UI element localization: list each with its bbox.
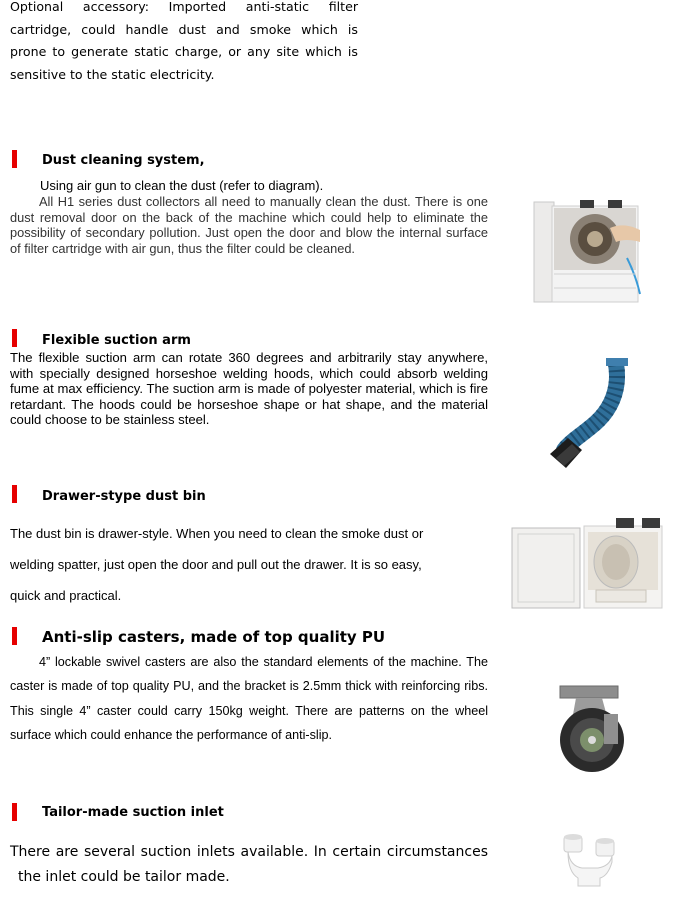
body-line-2: the inlet could be tailor made. <box>18 869 230 885</box>
accent-bar <box>12 485 17 503</box>
section-title: Drawer-stype dust bin <box>42 489 206 504</box>
accent-bar <box>12 329 17 347</box>
caster-photo <box>548 684 630 780</box>
section-body: The flexible suction arm can rotate 360 degrees and arbitrarily stay anywhere, with specially designed horseshoe welding hoods, which could absorb welding fume at max efficiency. The suction arm is made of polyester material, which is fire retardant. The hoods could be horseshoe shape or hat shape, and the material could choose to be stainless steel. <box>10 350 488 427</box>
body-line-2: welding spatter, just open the door and pull out the drawer. It is so easy, <box>10 557 422 572</box>
section-body: 4” lockable swivel casters are also the standard elements of the machine. The caster is made of top quality PU, and the bracket is 2.5mm thick with reinforcing ribs. This single 4” caster could carry 150kg weight. There are patterns on the wheel surface which could enhance the performance of anti-slip. <box>10 655 488 742</box>
section-title: Anti-slip casters, made of top quality PU <box>42 628 386 646</box>
section-body <box>10 840 488 890</box>
accent-bar <box>12 627 17 645</box>
body-line-3: quick and practical. <box>10 588 122 603</box>
section-body <box>10 518 423 611</box>
section-title: Flexible suction arm <box>42 333 191 348</box>
body-line-1: The dust bin is drawer-style. When you need to clean the smoke dust or <box>10 526 424 541</box>
intro-line-4: sensitive to the static electricity. <box>10 66 215 82</box>
accent-bar <box>12 803 17 821</box>
dust-cleaning-photo <box>532 198 644 306</box>
intro-paragraph <box>10 0 358 86</box>
section-line: Using air gun to clean the dust (refer to diagram). <box>40 178 324 193</box>
intro-line-1: Optional accessory: Imported anti-static filter <box>10 0 358 14</box>
section-body: All H1 series dust collectors all need to manually clean the dust. There is one dust removal door on the back of the machine which could help to eliminate the possibility of secondary pollution. Just open the door and blow the internal surface of filter cartridge with air gun, thus the filter could be cleaned. <box>10 194 488 256</box>
body-line-1: There are several suction inlets available. In certain circumstances <box>10 844 488 860</box>
section-title: Dust cleaning system, <box>42 153 205 168</box>
dust-bin-photo <box>510 518 668 610</box>
suction-inlet-photo <box>560 832 620 888</box>
section-title: Tailor-made suction inlet <box>42 805 224 820</box>
intro-line-3: prone to generate static charge, or any site which is <box>10 44 358 59</box>
suction-arm-photo <box>546 358 632 470</box>
intro-line-2: cartridge, could handle dust and smoke which is <box>10 21 358 37</box>
accent-bar <box>12 150 17 168</box>
